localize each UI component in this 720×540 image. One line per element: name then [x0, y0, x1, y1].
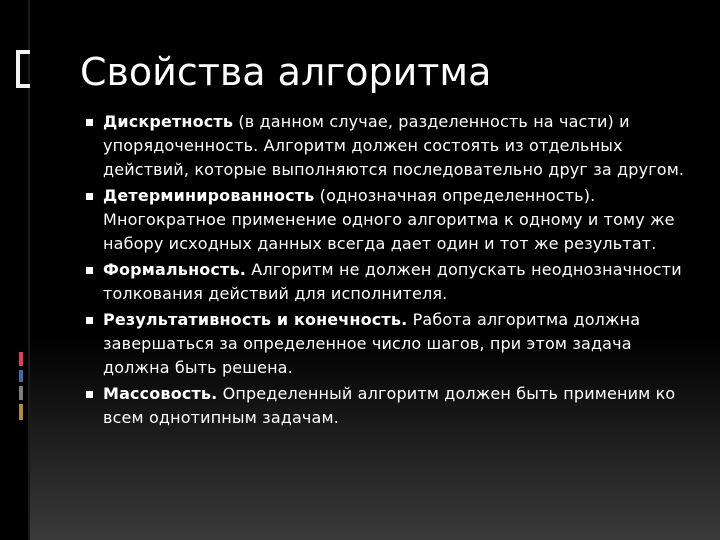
accent-bar-blue — [19, 370, 23, 382]
bullet-item-effectiveness — [86, 308, 686, 380]
bullet-list — [86, 110, 686, 432]
bullet-term: Формальность. — [103, 260, 246, 279]
bullet-item-formality — [86, 258, 686, 306]
accent-bar-gold — [19, 404, 23, 420]
square-bullet-icon — [86, 119, 93, 126]
bullet-item-determinism — [86, 184, 686, 256]
accent-bar-gray — [19, 386, 23, 400]
bullet-item-mass-applicability — [86, 382, 686, 430]
square-bullet-icon — [86, 317, 93, 324]
bullet-text: Работа алгоритма должна завершаться за определенное число шагов, при этом задача должна быть решена. — [103, 310, 641, 377]
bullet-term: Массовость. — [103, 384, 218, 403]
bullet-term: Дискретность — [103, 112, 234, 131]
bullet-text: (в данном случае, разделенность на части) и упорядоченность. Алгоритм должен состоять из отдельных действий, которые выполняются последовательно друг за другом. — [103, 112, 685, 179]
accent-bar-red — [19, 352, 23, 366]
left-decorative-rail — [0, 0, 28, 540]
bullet-text: Определенный алгоритм должен быть применим ко всем однотипным задачам. — [103, 384, 676, 427]
bullet-term: Результативность и конечность. — [103, 310, 408, 329]
square-bullet-icon — [86, 193, 93, 200]
bullet-text: Алгоритм не должен допускать неоднозначности толкования действий для исполнителя. — [103, 260, 682, 303]
bullet-text: (однозначная определенность). Многократное применение одного алгоритма к одному и тому же набору исходных данных всегда дает один и тот же результат. — [103, 186, 675, 253]
square-bullet-icon — [86, 391, 93, 398]
bullet-item-discreteness — [86, 110, 686, 182]
slide-title: Свойства алгоритма — [80, 50, 492, 94]
rail-divider-line — [28, 0, 30, 540]
square-bullet-icon — [86, 267, 93, 274]
bullet-term: Детерминированность — [103, 186, 315, 205]
